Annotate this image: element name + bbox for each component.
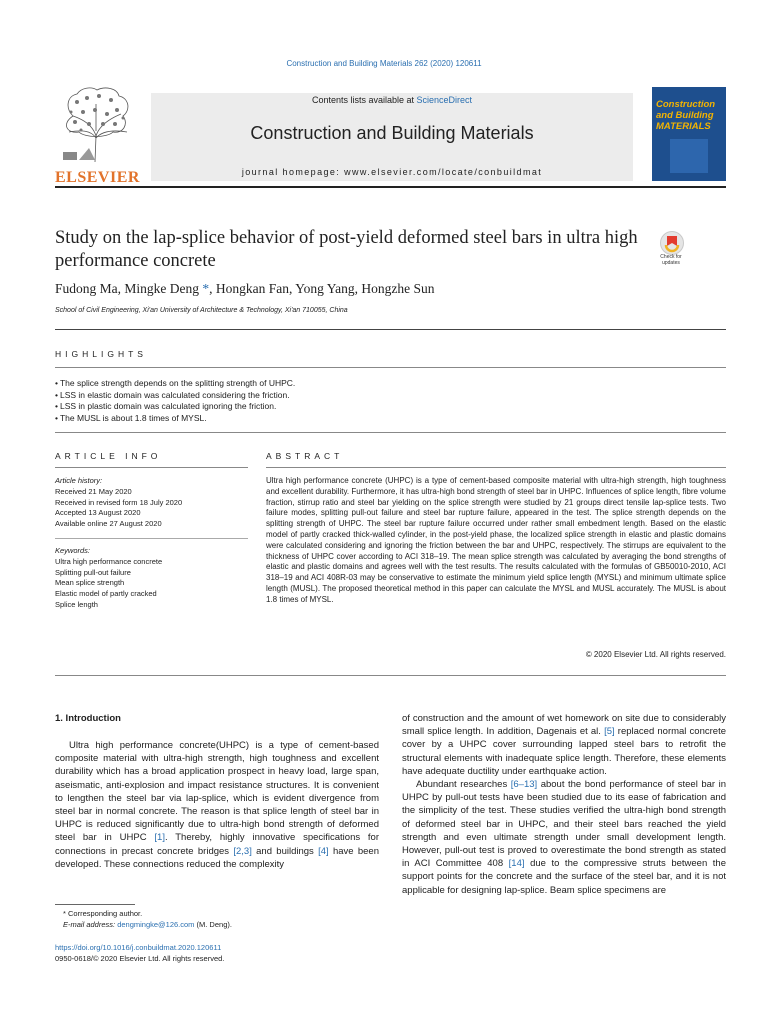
article-title: Study on the lap-splice behavior of post-yield deformed steel bars in ultra high performance concrete bbox=[55, 228, 638, 271]
paragraph bbox=[402, 712, 726, 778]
body-text: about the bond performance of steel bar in UHPC by pull-out tests have been studied due to its ease of fabrication and the simplicity of the test. These studies verified the ultra-high bond strength of deformed steel bar in UHPC, and their steel bars reached the yield strength and even ultimate strength under small development length. However, pull-out test is proved to overestimate the bond strength as stated in ACI Committee 408 bbox=[402, 779, 726, 870]
body-text: replaced normal concrete cover by a UHPC cover surrounding lapped steel bars to retrofit the structural elements with inadequate splice length. Therefore, these elements have adequate ductility under earthquake action. bbox=[402, 726, 726, 777]
email-label: E-mail address: bbox=[63, 920, 118, 929]
keywords-label: Keywords: bbox=[55, 546, 91, 555]
journal-header-band bbox=[151, 93, 633, 181]
contents-prefix: Contents lists available at bbox=[311, 95, 417, 105]
highlight-item: • LSS in plastic domain was calculated ignoring the friction. bbox=[55, 401, 295, 413]
abstract-heading: ABSTRACT bbox=[266, 451, 344, 461]
email-note bbox=[55, 919, 232, 930]
corresponding-author-mark[interactable]: * bbox=[199, 281, 210, 296]
footnote bbox=[55, 908, 232, 930]
journal-citation[interactable]: Construction and Building Materials 262 (2020) 120611 bbox=[286, 59, 482, 68]
crossmark-icon bbox=[660, 231, 684, 255]
body-text: . Thereby, highly innovative specifications for connections in precast concrete bridges bbox=[55, 832, 380, 857]
authors-rest: , Hongkan Fan, Yong Yang, Hongzhe Sun bbox=[209, 281, 435, 296]
doi-link[interactable]: https://doi.org/10.1016/j.conbuildmat.2020.120611 bbox=[55, 943, 222, 952]
cover-title: Construction and Building MATERIALS bbox=[656, 99, 716, 132]
abstract-copyright: © 2020 Elsevier Ltd. All rights reserved. bbox=[585, 650, 726, 659]
body-column-left bbox=[55, 739, 379, 871]
elsevier-logo bbox=[55, 86, 140, 186]
journal-cover[interactable] bbox=[652, 87, 726, 181]
history-accepted: Accepted 13 August 2020 bbox=[55, 508, 141, 518]
email-suffix: (M. Deng). bbox=[194, 920, 232, 929]
highlights-list bbox=[55, 378, 295, 424]
highlights-top-divider bbox=[55, 367, 726, 368]
issn-copyright: 0950-0618/© 2020 Elsevier Ltd. All rights reserved. bbox=[55, 954, 225, 963]
keyword-item: Splice length bbox=[55, 599, 98, 609]
citation-link[interactable]: [6–13] bbox=[510, 779, 538, 791]
crossmark-label: Check for updates bbox=[660, 254, 682, 266]
introduction-heading: 1. Introduction bbox=[55, 713, 121, 724]
keyword-item: Splitting pull-out failure bbox=[55, 567, 131, 577]
body-text: have been developed. These connections reduced the complexity bbox=[55, 845, 379, 870]
citation-link[interactable]: [5] bbox=[604, 726, 615, 738]
body-text: and buildings bbox=[251, 845, 319, 857]
affiliation: School of Civil Engineering, Xi'an University of Architecture & Technology, Xi'an 710055, China bbox=[55, 307, 348, 314]
body-text: due to the compressive struts between the support points for the concrete and the surface of the steel bar, and it is not applicable for designing lap-splice. Beam splice specimens are bbox=[402, 858, 726, 896]
title-divider bbox=[55, 329, 726, 330]
citation-link[interactable]: [1] bbox=[154, 832, 165, 844]
abstract-bottom-divider bbox=[55, 675, 726, 676]
citation-link[interactable]: [14] bbox=[508, 858, 525, 870]
article-history bbox=[55, 476, 182, 530]
corresponding-author-note: * Corresponding author. bbox=[63, 909, 143, 918]
contents-line bbox=[151, 95, 633, 105]
article-info-heading: ARTICLE INFO bbox=[55, 451, 162, 461]
authors-first: Fudong Ma, Mingke Deng bbox=[55, 281, 199, 296]
body-text: Abundant researches bbox=[416, 779, 511, 791]
journal-title: Construction and Building Materials bbox=[250, 123, 534, 143]
history-online: Available online 27 August 2020 bbox=[55, 519, 162, 529]
highlights-heading: HIGHLIGHTS bbox=[55, 349, 147, 359]
sciencedirect-link[interactable]: ScienceDirect bbox=[416, 95, 473, 105]
body-text: Ultra high performance concrete(UHPC) is a type of cement-based composite material with ultra-high strength, high toughness and excellent durability which has a broad application prospect in heavy load, large span, aseismatic, anti-explosion and impact resistance structures. It is convenient to lengthen the steel bar via lap-splice, which is evident divergence from steel bar in normal concrete. The reason is that splice length of steel bar in UHPC is reduced significantly due to ultra-high bond strength of deformed steel bar in UHPC bbox=[55, 740, 379, 844]
history-divider bbox=[55, 538, 248, 539]
citation-link[interactable]: [4] bbox=[318, 845, 329, 857]
cover-graphic bbox=[670, 139, 708, 173]
paragraph bbox=[402, 778, 726, 897]
highlights-bottom-divider bbox=[55, 432, 726, 433]
header-divider bbox=[55, 186, 726, 188]
keywords bbox=[55, 546, 162, 611]
check-for-updates-badge[interactable] bbox=[652, 231, 690, 269]
body-text: of construction and the amount of wet homework on site due to considerably small splice length. In addition, Dagenais et al. bbox=[402, 713, 726, 738]
highlight-item: • LSS in elastic domain was calculated considering the friction. bbox=[55, 390, 295, 402]
history-received: Received 21 May 2020 bbox=[55, 486, 132, 496]
keyword-item: Ultra high performance concrete bbox=[55, 556, 163, 566]
doi-block bbox=[55, 942, 224, 964]
elsevier-wordmark: ELSEVIER bbox=[55, 169, 140, 186]
citation-link[interactable]: [2,3] bbox=[233, 845, 252, 857]
body-column-right bbox=[402, 712, 726, 897]
highlight-item: • The MUSL is about 1.8 times of MYSL. bbox=[55, 413, 295, 425]
history-label: Article history: bbox=[55, 476, 103, 485]
footnote-divider bbox=[55, 904, 135, 905]
history-revised: Received in revised form 18 July 2020 bbox=[55, 497, 183, 507]
article-info-divider bbox=[55, 467, 248, 468]
highlight-item: • The splice strength depends on the splitting strength of UHPC. bbox=[55, 378, 295, 390]
abstract-text: Ultra high performance concrete (UHPC) is a type of cement-based composite material with ultra-high strength, high toughness and excellent durability. Furthermore, it has ultra-high bond strength of steel bar in UHPC. Influences of splice length, fibre volume fraction, stirrup ratio and steel bar yielding on the splice strength were studied by 21 groups direct tensile lap-splice tests. Two failure modes, splitting pull-out failure and steel bar rupture failure, appeared in the test. The splice strength depends on the splitting strength of UHPC. The steel bar rupture failure occurred under rather small embedment length. Based on the elastic model of partly cracked thick-walled cylinder, in the post-yield phase, the localized splice strength in elastic and plastic domains were calculated considering and ignoring the friction between the bar and UHPC, respectively. The stirrups are equivalent to the thickness of UHPC cover according to ACI 318–19. The mean splice strength was calculated by averaging the bond strengths of elastic and plastic domains and agrees well with the test results. The results calculated with the formulas of GB50010-2010, ACI 318–19 and ACI 408R-03 may be conservative to estimate the minimum yield splice length (MYSL) and minimum ultimate splice length (MUSL). The proposed theoretical method in this paper can calculate the MYSL and MUSL accurately. The MUSL is about 1.8 times of MYSL. bbox=[266, 476, 726, 604]
author-list bbox=[55, 281, 435, 297]
abstract-divider bbox=[266, 467, 726, 468]
keyword-item: Mean splice strength bbox=[55, 578, 125, 588]
email-link[interactable]: dengmingke@126.com bbox=[117, 920, 195, 929]
keyword-item: Elastic model of partly cracked bbox=[55, 589, 157, 599]
elsevier-tree-icon bbox=[55, 86, 137, 164]
journal-homepage[interactable]: journal homepage: www.elsevier.com/locate/conbuildmat bbox=[241, 167, 543, 177]
